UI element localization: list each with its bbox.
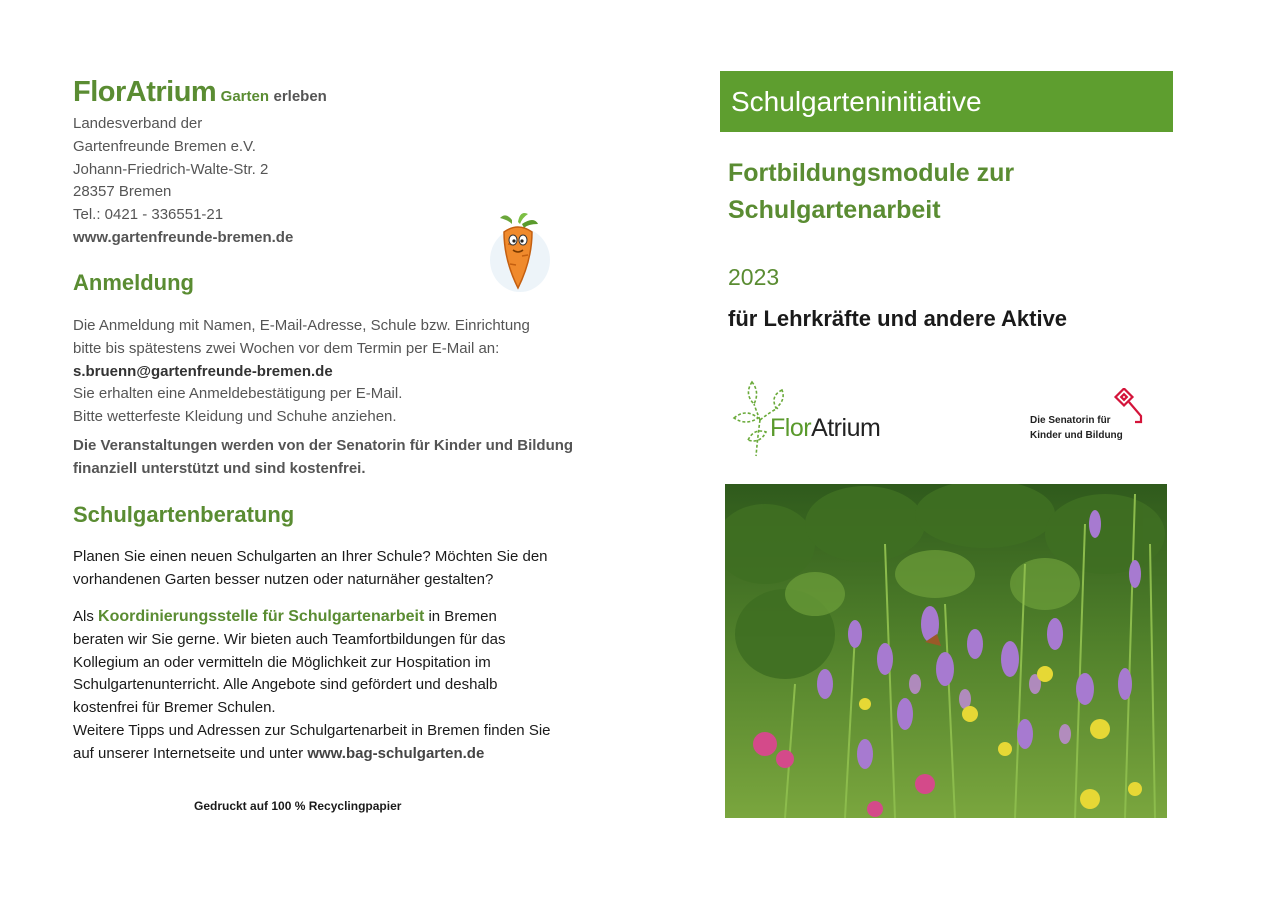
flower-garden-photo (725, 484, 1167, 818)
coordination-highlight: Koordinierungsstelle für Schulgartenarbeit (98, 608, 425, 625)
text-line: Sie erhalten eine Anmeldebestätigung per E-Mail. (73, 385, 403, 403)
carrot-mascot-icon (482, 210, 554, 294)
audience: für Lehrkräfte und andere Aktive (728, 306, 1068, 331)
text-line: vorhandenen Garten besser nutzen oder naturnäher gestalten? (73, 570, 494, 588)
senatorin-logo-text (1030, 413, 1123, 443)
anmeldung-heading: Anmeldung (73, 270, 194, 295)
beratung-intro (73, 546, 548, 592)
text-line: Die Veranstaltungen werden von der Senatorin für Kinder und Bildung (73, 437, 574, 454)
address-line: Gartenfreunde Bremen e.V. (73, 137, 256, 155)
text-line: Weitere Tipps und Adressen zur Schulgartenarbeit in Bremen finden Sie (73, 721, 551, 739)
website-link[interactable]: www.gartenfreunde-bremen.de (73, 228, 294, 246)
title-line: Schulgartenarbeit (728, 196, 941, 224)
address-line: 28357 Bremen (73, 183, 172, 201)
funding-note (73, 435, 573, 481)
cover-title (728, 155, 1014, 229)
senat-line: Die Senatorin für (1030, 415, 1111, 426)
bag-schulgarten-link[interactable]: www.bag-schulgarten.de (307, 744, 485, 762)
beratung-heading: Schulgartenberatung (73, 502, 295, 527)
senat-line: Kinder und Bildung (1030, 430, 1123, 441)
text-line (73, 606, 551, 629)
print-note: Gedruckt auf 100 % Recyclingpapier (194, 799, 402, 813)
text-line: finanziell unterstützt und sind kostenfrei. (73, 459, 366, 477)
text-line: Kollegium an oder vermitteln die Möglichkeit zur Hospitation im (73, 653, 491, 671)
text-line: Planen Sie einen neuen Schulgarten an Ihrer Schule? Möchten Sie den (73, 548, 548, 565)
logo-part-atrium: Atrium (811, 414, 881, 442)
email-link[interactable]: s.bruenn@gartenfreunde-bremen.de (73, 362, 333, 380)
address-block (73, 113, 293, 250)
logo-part-flor: Flor (770, 414, 812, 442)
text-fragment: Als (73, 608, 94, 625)
banner-title: Schulgarteninitiative (720, 71, 1173, 132)
text-line: bitte bis spätestens zwei Wochen vor dem Termin per E-Mail an: (73, 339, 500, 357)
brand-tag-garten: Garten (220, 88, 270, 105)
anmeldung-text (73, 315, 530, 429)
phone-line: Tel.: 0421 - 336551-21 (73, 206, 224, 224)
text-line: Die Anmeldung mit Namen, E-Mail-Adresse, Schule bzw. Einrichtung (73, 317, 530, 334)
address-line: Johann-Friedrich-Walte-Str. 2 (73, 160, 269, 178)
text-line: beraten wir Sie gerne. Wir bieten auch Teamfortbildungen für das (73, 630, 506, 648)
year: 2023 (728, 264, 780, 290)
text-fragment: auf unserer Internetseite und unter (73, 744, 304, 762)
beratung-body (73, 606, 551, 766)
brand-name: FlorAtrium (73, 76, 217, 108)
brand-tag-erleben: erleben (273, 88, 327, 105)
text-line: Schulgartenunterricht. Alle Angebote sind gefördert und deshalb (73, 676, 498, 694)
text-line: Bitte wetterfeste Kleidung und Schuhe anziehen. (73, 408, 397, 426)
text-line: kostenfrei für Bremer Schulen. (73, 699, 276, 717)
brand-header (73, 76, 327, 109)
floratrium-logo-text (770, 414, 880, 443)
text-fragment: in Bremen (428, 608, 497, 625)
text-line (73, 743, 551, 766)
title-line: Fortbildungsmodule zur (728, 159, 1015, 187)
address-line: Landesverband der (73, 115, 203, 132)
